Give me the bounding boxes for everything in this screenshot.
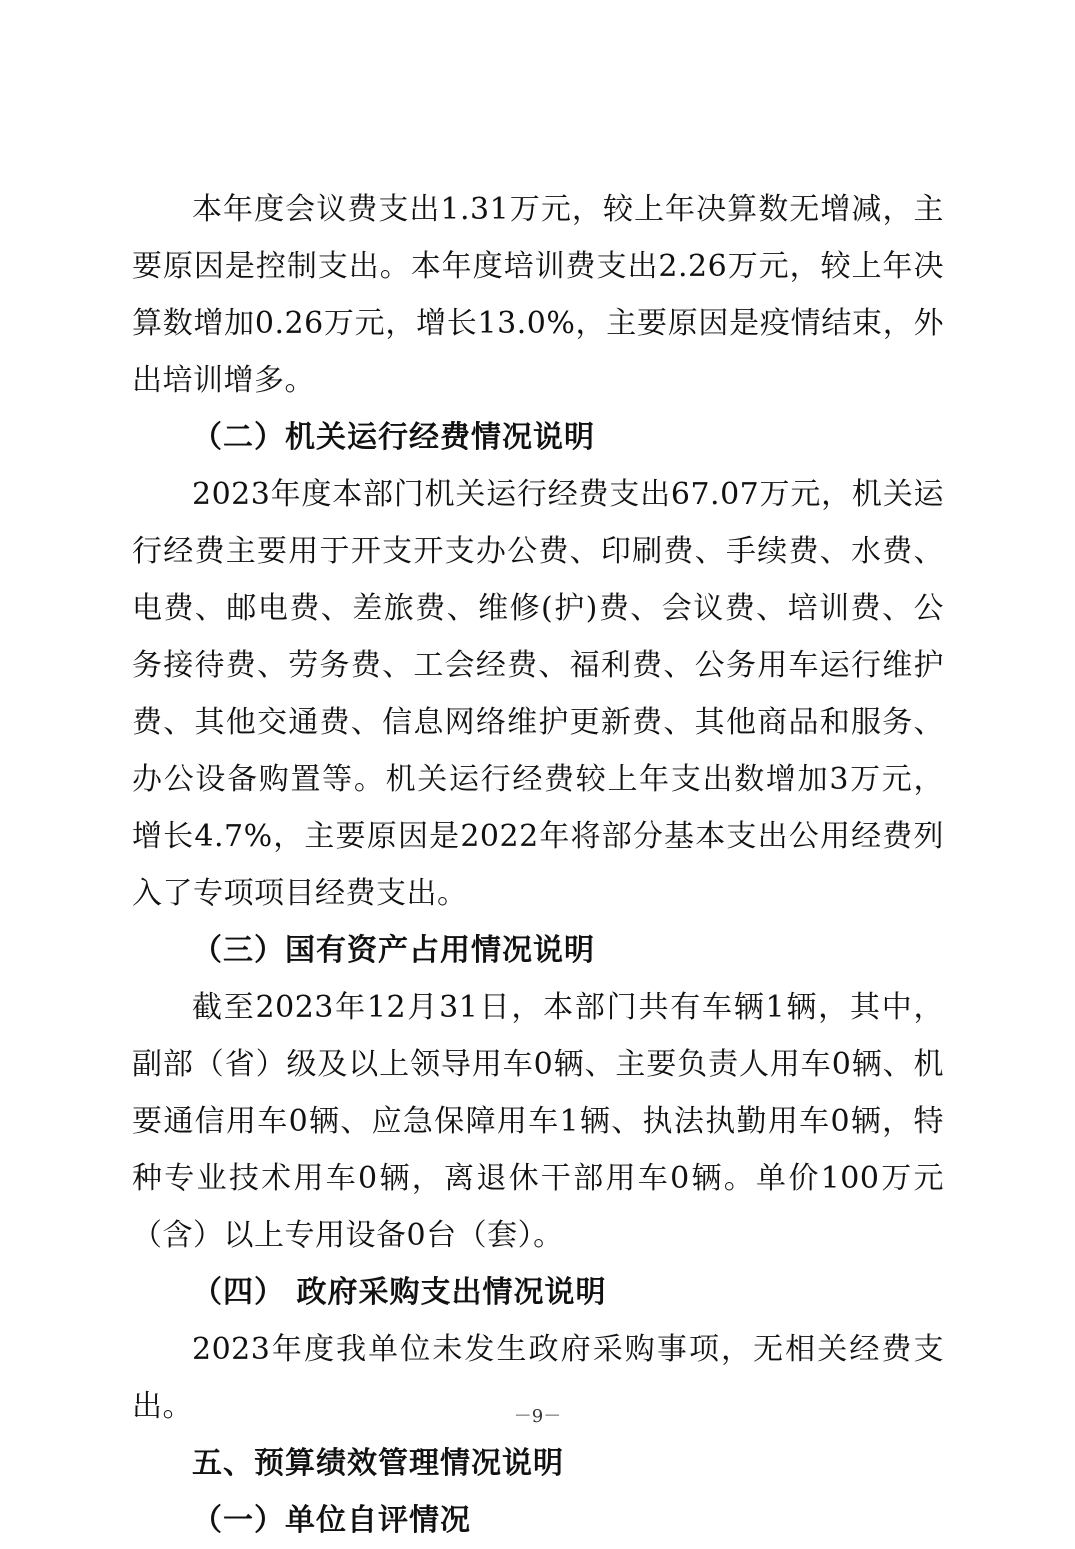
- paragraph-meeting-training-expenses: 本年度会议费支出1.31万元，较上年决算数无增减，主要原因是控制支出。本年度培训费支出2.26万元，较上年决算数增加0.26万元，增长13.0%，主要原因是疫情结束，外出培训增多。: [132, 192, 944, 398]
- section-heading-operating-expenses: （二）机关运行经费情况说明: [192, 420, 595, 455]
- section-heading-state-assets: （三）国有资产占用情况说明: [192, 933, 595, 968]
- paragraph-state-assets: 截至2023年12月31日，本部门共有车辆1辆，其中，副部（省）级及以上领导用车0辆、主要负责人用车0辆、机要通信用车0辆、应急保障用车1辆、执法执勤用车0辆，特种专业技术用车0辆，离退休干部用车0辆。单价100万元（含）以上专用设备0台（套）。: [132, 990, 944, 1253]
- document-body: [132, 181, 944, 1549]
- section-heading-self-evaluation: （一）单位自评情况: [192, 1503, 471, 1538]
- paragraph-government-procurement: 2023年度我单位未发生政府采购事项，无相关经费支出。: [132, 1332, 944, 1424]
- chapter-heading-performance-management: 五、预算绩效管理情况说明: [192, 1446, 564, 1481]
- page-number: －9－: [513, 1406, 562, 1427]
- section-heading-government-procurement: （四） 政府采购支出情况说明: [192, 1275, 607, 1310]
- paragraph-operating-expenses: 2023年度本部门机关运行经费支出67.07万元，机关运行经费主要用于开支开支办公费、印刷费、手续费、水费、电费、邮电费、差旅费、维修(护)费、会议费、培训费、公务接待费、劳务费、工会经费、福利费、公务用车运行维护费、其他交通费、信息网络维护更新费、其他商品和服务、办公设备购置等。机关运行经费较上年支出数增加3万元，增长4.7%，主要原因是2022年将部分基本支出公用经费列入了专项项目经费支出。: [132, 477, 944, 911]
